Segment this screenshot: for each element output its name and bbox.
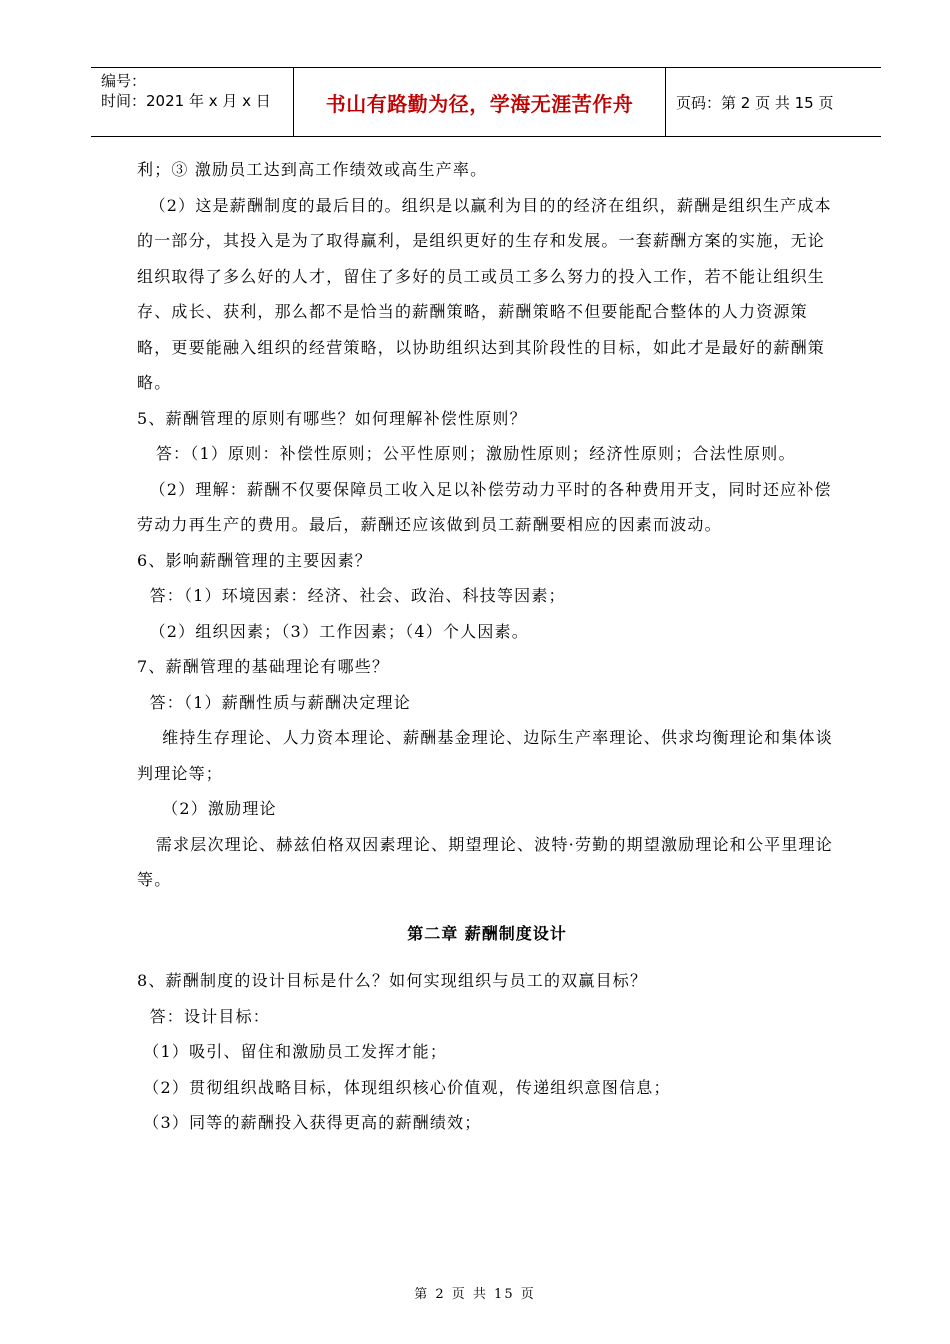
paragraph: （2）贯彻组织战略目标，体现组织核心价值观，传递组织意图信息； — [137, 1077, 671, 1097]
paragraph: 答：设计目标： — [137, 1006, 270, 1026]
header-motto: 书山有路勤为径，学海无涯苦作舟 — [294, 68, 666, 136]
paragraph: 答：（1）薪酬性质与薪酬决定理论 — [137, 692, 411, 712]
paragraph: （2）这是薪酬制度的最后目的。组织是以赢利为目的的经济在组织，薪酬是组织生产成本的一部分，其投入是为了取得赢利，是组织更好的生存和发展。一套薪酬方案的实施，无论组织取得了多么好的人才，留住了多好的员工或员工多么努力的投入工作，若不能让组织生存、成长、获利，那么都不是恰当的薪酬策略，薪酬策略不但要能配合整体的人力资源策略，更要能融入组织的经营策略，以协助组织达到其阶段性的目标，如此才是最好的薪酬策略。 — [137, 195, 832, 392]
time-label: 时间：2021 年 x 月 x 日 — [101, 92, 271, 110]
paragraph: （2）理解：薪酬不仅要保障员工收入足以补偿劳动力平时的各种费用开支，同时还应补偿劳动力再生产的费用。最后，薪酬还应该做到员工薪酬要相应的因素而波动。 — [137, 479, 832, 534]
paragraph: （1）吸引、留住和激励员工发挥才能； — [137, 1042, 448, 1061]
header-left — [91, 68, 294, 136]
paragraph: 需求层次理论、赫兹伯格双因素理论、期望理论、波特·劳勤的期望激励理论和公平里理论等。 — [137, 834, 833, 889]
paragraph: 维持生存理论、人力资本理论、薪酬基金理论、边际生产率理论、供求均衡理论和集体谈判理论等； — [137, 728, 833, 783]
question-6: 6、影响薪酬管理的主要因素？ — [137, 550, 372, 570]
question-7: 7、薪酬管理的基础理论有哪些？ — [137, 657, 390, 676]
paragraph: （2）激励理论 — [137, 799, 277, 818]
paragraph: 答：（1）环境因素：经济、社会、政治、科技等因素； — [137, 586, 566, 605]
paragraph: 答：（1）原则：补偿性原则；公平性原则；激励性原则；经济性原则；合法性原则。 — [137, 444, 796, 463]
page-header — [91, 67, 881, 137]
document-body — [137, 152, 837, 1141]
paragraph: 利；③ 激励员工达到高工作绩效或高生产率。 — [137, 160, 488, 179]
page-footer: 第 2 页 共 15 页 — [414, 1287, 536, 1302]
question-5: 5、薪酬管理的原则有哪些？如何理解补偿性原则？ — [137, 408, 527, 428]
question-8: 8、薪酬制度的设计目标是什么？如何实现组织与员工的双赢目标？ — [137, 971, 648, 990]
paragraph: （2）组织因素；（3）工作因素；（4）个人因素。 — [137, 621, 529, 641]
paragraph: （3）同等的薪酬投入获得更高的薪酬绩效； — [137, 1113, 482, 1132]
header-page-info: 页码：第 2 页 共 15 页 — [676, 93, 834, 112]
number-label: 编号： — [101, 72, 147, 90]
chapter-title: 第二章 薪酬制度设计 — [407, 923, 567, 943]
